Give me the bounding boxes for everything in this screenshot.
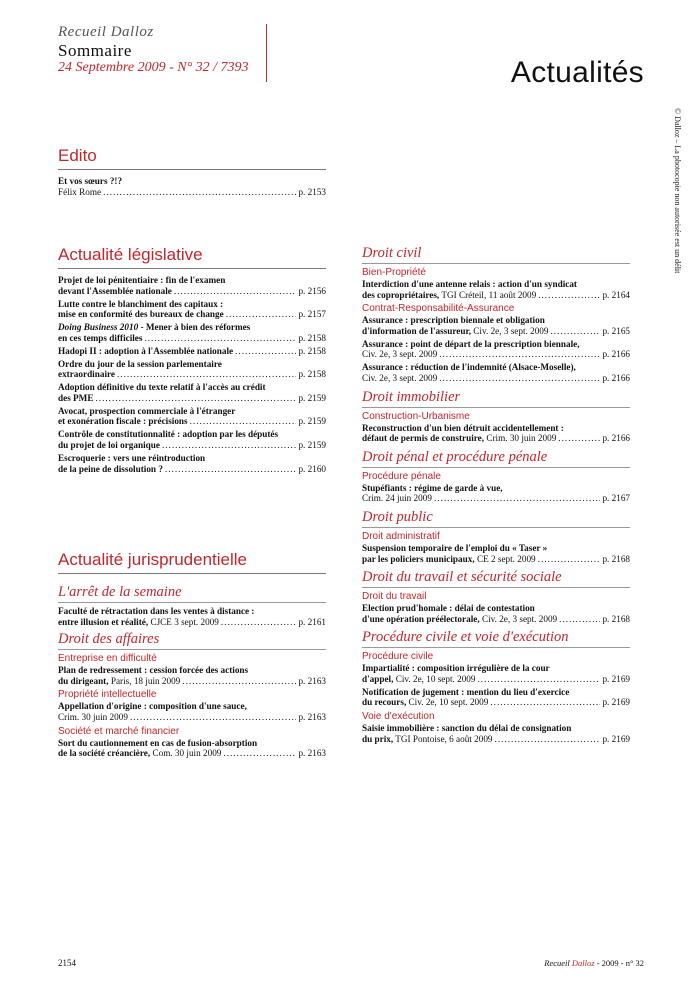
entry-page: p. 2156 bbox=[298, 285, 326, 296]
entry-subject: Hadopi II : adoption à l'Assemblée nationale bbox=[58, 345, 234, 356]
domain-heading: Droit pénal et procédure pénale bbox=[362, 448, 548, 465]
entry-dots bbox=[144, 333, 296, 344]
entry-page: p. 2157 bbox=[298, 309, 326, 320]
entry-title-text: Assurance : réduction de l'indemnité (Alsace-Moselle), bbox=[362, 362, 576, 373]
entry-page: p. 2166 bbox=[602, 372, 630, 383]
copyright-text: © Dalloz – La photocopie non autorisée est un délit bbox=[673, 108, 682, 274]
affaires-list bbox=[58, 653, 326, 759]
entry-row bbox=[58, 676, 326, 687]
publication-name: Recueil Dalloz bbox=[58, 24, 154, 40]
entry-row bbox=[58, 309, 326, 320]
toc-entry[interactable] bbox=[58, 429, 326, 450]
entry-title-text: Impartialité : composition irrégulière de la cour bbox=[362, 663, 550, 674]
entry-row bbox=[58, 464, 326, 475]
entry-subject: d'une opération préélectorale, bbox=[362, 613, 480, 624]
affaires-rule bbox=[58, 649, 326, 650]
entry-title bbox=[362, 543, 630, 554]
subsection-heading: Droit du travail bbox=[362, 591, 427, 603]
entry-subject: du projet de loi organique bbox=[58, 440, 160, 451]
entry-title bbox=[58, 429, 326, 440]
entry-title-text: Adoption définitive du texte relatif à l'accès au crédit bbox=[58, 382, 266, 393]
entry-title bbox=[362, 483, 630, 494]
entry-title-text: Contrôle de constitutionnalité : adoption par les députés bbox=[58, 429, 279, 440]
entry-title bbox=[362, 362, 630, 373]
domain-heading: Droit du travail et sécurité sociale bbox=[362, 569, 562, 586]
entry-page: p. 2168 bbox=[602, 553, 630, 564]
journal-name: Recueil bbox=[544, 958, 570, 968]
entry-dots bbox=[130, 712, 297, 723]
entry-dots bbox=[190, 416, 297, 427]
entry-row bbox=[362, 614, 630, 625]
entry-ref: Crim. 30 juin 2009 bbox=[484, 433, 557, 444]
entry-row bbox=[362, 554, 630, 565]
entry-subject: d'information de l'assureur, bbox=[362, 325, 471, 336]
subsection-heading: Propriété intellectuelle bbox=[58, 689, 157, 701]
entry-line bbox=[362, 554, 536, 565]
entry-line bbox=[58, 286, 172, 297]
entry-line bbox=[362, 493, 432, 504]
entry-title-text: - Mener à bien des réformes bbox=[138, 322, 251, 333]
entry-dots bbox=[434, 493, 601, 504]
entry-ref: Civ. 2e, 10 sept. 2009 bbox=[406, 697, 489, 708]
domain-rule bbox=[362, 647, 630, 648]
entry-page: p. 2158 bbox=[298, 345, 326, 356]
entry-row bbox=[362, 326, 630, 337]
entry-row bbox=[58, 748, 326, 759]
entry-row bbox=[58, 286, 326, 297]
subsection-heading: Bien-Propriété bbox=[362, 267, 426, 278]
domain-heading: Procédure civile et voie d'exécution bbox=[362, 629, 569, 646]
toc-entry[interactable] bbox=[362, 663, 630, 684]
entry-dots bbox=[165, 464, 297, 475]
entry-dots bbox=[495, 734, 601, 745]
affaires-heading: Droit des affaires bbox=[58, 631, 160, 648]
entry-title: Faculté de rétractation dans les ventes à distance : bbox=[58, 606, 255, 616]
entry-subject: des copropriétaires, bbox=[362, 289, 440, 300]
entry-line bbox=[58, 712, 128, 723]
entry-title bbox=[58, 275, 326, 286]
entry-page: p. 2169 bbox=[602, 697, 630, 708]
entry-row bbox=[58, 369, 326, 380]
entry-dots bbox=[490, 697, 600, 708]
subsection-heading: Procédure civile bbox=[362, 651, 434, 663]
arret-rule bbox=[58, 602, 326, 603]
entry-title bbox=[58, 453, 326, 464]
entry-subject: des PME bbox=[58, 392, 94, 403]
entry-page: p. 2168 bbox=[602, 613, 630, 624]
entry-subject: en ces temps difficiles bbox=[58, 332, 143, 343]
entry-dots bbox=[538, 554, 601, 565]
entry-line bbox=[362, 614, 557, 625]
entry-ref: TGI Créteil, 11 août 2009 bbox=[439, 289, 537, 300]
entry-page: p. 2160 bbox=[298, 463, 326, 474]
entry-page: p. 2159 bbox=[298, 416, 326, 427]
domain-rule bbox=[362, 467, 630, 468]
entry-dots bbox=[439, 373, 600, 384]
entry-subject: et exonération fiscale : précisions bbox=[58, 416, 188, 427]
subsection-heading: Construction-Urbanisme bbox=[362, 410, 470, 422]
edito-rule bbox=[58, 169, 326, 170]
entry-row bbox=[58, 346, 326, 357]
entry-title bbox=[58, 359, 326, 370]
toc-entry[interactable] bbox=[362, 687, 630, 708]
entry-line bbox=[58, 676, 180, 687]
jurisprudence-rule bbox=[58, 573, 326, 574]
entry-title bbox=[362, 315, 630, 326]
entry-subject: par les policiers municipaux, bbox=[362, 553, 475, 564]
entry-page: p. 2163 bbox=[298, 748, 326, 759]
entry-ref: TGI Pontoise, 6 août 2009 bbox=[393, 733, 493, 744]
domain-rule bbox=[362, 263, 630, 264]
entry-ref: Com. 30 juin 2009 bbox=[150, 748, 222, 759]
entry-page: p. 2153 bbox=[298, 186, 326, 197]
toc-entry[interactable] bbox=[362, 362, 630, 383]
entry-row bbox=[362, 433, 630, 444]
toc-entry[interactable] bbox=[58, 453, 326, 474]
entry-title-text: Saisie immobilière : sanction du délai de consignation bbox=[362, 723, 572, 734]
entry-subject: devant l'Assemblée nationale bbox=[58, 285, 172, 296]
entry-title-text: Election prud'homale : délai de contestation bbox=[362, 603, 535, 614]
entry-row bbox=[58, 712, 326, 723]
legislative-rule bbox=[58, 268, 326, 269]
entry-page: p. 2158 bbox=[298, 332, 326, 343]
entry-title bbox=[58, 382, 326, 393]
entry-line bbox=[58, 393, 93, 404]
entry-title bbox=[362, 339, 630, 350]
entry-page: p. 2169 bbox=[602, 673, 630, 684]
entry-dots bbox=[439, 349, 600, 360]
entry-ref: Civ. 2e, 10 sept. 2009 bbox=[393, 673, 476, 684]
entry-ref: Civ. 2e, 3 sept. 2009 bbox=[362, 372, 438, 383]
legislative-title: Actualité législative bbox=[58, 245, 203, 264]
entry-row bbox=[362, 674, 630, 685]
toc-entry[interactable] bbox=[58, 275, 326, 296]
entry-row bbox=[58, 333, 326, 344]
entry-dots bbox=[478, 674, 601, 685]
entry-line bbox=[362, 674, 476, 685]
entry-title-text: Sort du cautionnement en cas de fusion-absorption bbox=[58, 737, 258, 748]
toc-entry[interactable] bbox=[362, 603, 630, 624]
entry-title bbox=[58, 406, 326, 417]
entry-row bbox=[362, 373, 630, 384]
entry-title bbox=[362, 723, 630, 734]
entry-title-text: Reconstruction d'un bien détruit accidentellement : bbox=[362, 422, 564, 433]
edito-entry[interactable] bbox=[58, 176, 326, 197]
entry-title: Et vos sœurs ?!? bbox=[58, 176, 123, 186]
entry-ref: CE 2 sept. 2009 bbox=[474, 553, 536, 564]
page-number: 2154 bbox=[58, 958, 76, 968]
toc-entry[interactable] bbox=[58, 322, 326, 343]
toc-entry[interactable] bbox=[362, 483, 630, 504]
entry-title-text: Escroquerie : vers une réintroduction bbox=[58, 453, 206, 464]
entry-subject: mise en conformité des bureaux de change bbox=[58, 309, 224, 320]
entry-dots bbox=[174, 286, 297, 297]
entry-title-text: Lutte contre le blanchiment des capitaux : bbox=[58, 298, 224, 309]
entry-dots bbox=[558, 433, 600, 444]
entry-page: p. 2166 bbox=[602, 349, 630, 360]
entry-page: p. 2159 bbox=[298, 392, 326, 403]
jurisprudence-title: Actualité jurisprudentielle bbox=[58, 550, 247, 569]
entry-title-text: Notification de jugement : mention du lieu d'exercice bbox=[362, 686, 570, 697]
entry-subject: du recours, bbox=[362, 697, 407, 708]
entry-row bbox=[58, 416, 326, 427]
entry-title-text: Avocat, prospection commerciale à l'étranger bbox=[58, 405, 236, 416]
domain-rule bbox=[362, 587, 630, 588]
entry-dots bbox=[95, 393, 296, 404]
entry-line bbox=[58, 416, 188, 427]
entry-ref: Civ. 2e, 3 sept. 2009 bbox=[362, 349, 438, 360]
entry-page: p. 2164 bbox=[602, 289, 630, 300]
entry-page: p. 2166 bbox=[602, 433, 630, 444]
domain-heading: Droit immobilier bbox=[362, 388, 461, 405]
entry-dots bbox=[223, 748, 296, 759]
arret-heading: L'arrêt de la semaine bbox=[58, 584, 182, 600]
legislative-section bbox=[58, 245, 326, 477]
toc-entry[interactable] bbox=[362, 339, 630, 360]
copyright-note bbox=[671, 108, 683, 368]
entry-ref: Crim. 24 juin 2009 bbox=[362, 493, 432, 504]
subsection-heading: Voie d'exécution bbox=[362, 711, 435, 723]
toc-entry[interactable] bbox=[58, 738, 326, 759]
entry-dots bbox=[162, 440, 297, 451]
footer-journal bbox=[544, 958, 644, 968]
entry-page: p. 2163 bbox=[298, 711, 326, 722]
entry-author: Félix Rome bbox=[58, 186, 102, 197]
toc-entry[interactable] bbox=[58, 406, 326, 427]
domain-heading: Droit public bbox=[362, 508, 433, 525]
entry-title-italic: Doing Business 2010 bbox=[58, 322, 139, 333]
entry-title-text: Stupéfiants : régime de garde à vue, bbox=[362, 482, 503, 493]
entry-line bbox=[362, 326, 549, 337]
entry-ref: Civ. 2e, 3 sept. 2009 bbox=[479, 613, 558, 624]
entry-page: p. 2169 bbox=[602, 733, 630, 744]
legislative-list bbox=[58, 275, 326, 474]
entry-title bbox=[362, 603, 630, 614]
entry-line bbox=[58, 346, 233, 357]
entry-page: p. 2161 bbox=[298, 616, 326, 627]
entry-page: p. 2165 bbox=[602, 325, 630, 336]
entry-title bbox=[58, 738, 326, 749]
entry-line bbox=[58, 440, 160, 451]
entry-subject: entre illusion et réalité, bbox=[58, 616, 149, 627]
toc-entry[interactable] bbox=[58, 299, 326, 320]
header-divider bbox=[266, 24, 267, 82]
entry-title-text: Assurance : point de départ de la prescription biennale, bbox=[362, 338, 580, 349]
subsection-heading: Entreprise en difficulté bbox=[58, 653, 157, 665]
right-column bbox=[362, 245, 630, 747]
entry-title bbox=[58, 665, 326, 676]
entry-subject: extraordinaire bbox=[58, 369, 115, 380]
toc-entry[interactable] bbox=[362, 543, 630, 564]
toc-entry[interactable] bbox=[58, 382, 326, 403]
entry-row bbox=[362, 290, 630, 301]
toc-entry[interactable] bbox=[58, 665, 326, 686]
entry-line bbox=[362, 697, 488, 708]
entry-subject: du prix, bbox=[362, 733, 394, 744]
toc-entry[interactable] bbox=[58, 346, 326, 357]
edito-section bbox=[58, 146, 326, 200]
entry-dots bbox=[538, 290, 600, 301]
entry-line bbox=[58, 464, 163, 475]
subsection-heading: Société et marché financier bbox=[58, 725, 180, 737]
toc-entry[interactable] bbox=[362, 723, 630, 744]
entry-row bbox=[58, 393, 326, 404]
entry-title bbox=[58, 299, 326, 310]
entry-dots bbox=[235, 346, 296, 357]
subsection-heading: Contrat-Responsabilité-Assurance bbox=[362, 303, 515, 315]
entry-dots bbox=[117, 369, 296, 380]
entry-title-text: Suspension temporaire de l'emploi du « Taser » bbox=[362, 542, 548, 553]
entry-subject: de la société créancière, bbox=[58, 748, 151, 759]
entry-row bbox=[362, 349, 630, 360]
domain-rule bbox=[362, 407, 630, 408]
entry-dots bbox=[559, 614, 600, 625]
journal-name-red: Dalloz bbox=[571, 958, 595, 968]
entry-ref: Civ. 2e, 3 sept. 2009 bbox=[471, 325, 549, 336]
toc-entry[interactable] bbox=[58, 701, 326, 722]
entry-title bbox=[362, 423, 630, 434]
entry-title-text: Interdiction d'une antenne relais : action d'un syndicat bbox=[362, 279, 577, 289]
entry-dots bbox=[226, 309, 297, 320]
arret-entry[interactable] bbox=[58, 606, 326, 627]
entry-line bbox=[58, 369, 115, 380]
entry-dots bbox=[182, 676, 296, 687]
toc-entry[interactable] bbox=[58, 359, 326, 380]
entry-page: p. 2159 bbox=[298, 440, 326, 451]
entry-title-text: Ordre du jour de la session parlementaire bbox=[58, 358, 222, 369]
toc-entry[interactable] bbox=[362, 423, 630, 444]
entry-title bbox=[362, 663, 630, 674]
entry-row bbox=[362, 697, 630, 708]
entry-page: p. 2158 bbox=[298, 369, 326, 380]
entry-ref: Paris, 18 juin 2009 bbox=[108, 675, 181, 686]
entry-title-text: Assurance : prescription biennale et obligation bbox=[362, 315, 545, 326]
entry-page: p. 2167 bbox=[602, 493, 630, 504]
entry-row bbox=[362, 734, 630, 745]
entry-ref: Crim. 30 juin 2009 bbox=[58, 711, 128, 722]
subsection-heading: Procédure pénale bbox=[362, 470, 441, 482]
entry-title bbox=[362, 279, 630, 290]
entry-title bbox=[58, 701, 326, 712]
entry-line bbox=[362, 373, 437, 384]
entry-ref: CJCE 3 sept. 2009 bbox=[148, 616, 219, 627]
toc-entry[interactable] bbox=[362, 315, 630, 336]
entry-line bbox=[362, 734, 493, 745]
domain-rule bbox=[362, 527, 630, 528]
entry-subject: du dirigeant, bbox=[58, 675, 109, 686]
entry-page: p. 2163 bbox=[298, 675, 326, 686]
entry-dots bbox=[551, 326, 601, 337]
edito-title: Edito bbox=[58, 146, 97, 165]
journal-issue: - 2009 - n° 32 bbox=[594, 958, 644, 968]
entry-title bbox=[58, 322, 326, 333]
jurisprudence-section bbox=[58, 550, 326, 761]
toc-entry[interactable] bbox=[362, 279, 630, 300]
entry-subject: d'appel, bbox=[362, 673, 394, 684]
issue-date: 24 Septembre 2009 - N° 32 / 7393 bbox=[58, 60, 249, 75]
entry-title-text: Projet de loi pénitentiaire : fin de l'examen bbox=[58, 275, 226, 285]
entry-subject: défaut de permis de construire, bbox=[362, 433, 485, 444]
entry-row bbox=[362, 493, 630, 504]
domain-heading: Droit civil bbox=[362, 245, 422, 261]
entry-line bbox=[58, 309, 224, 320]
subsection-heading: Droit administratif bbox=[362, 530, 440, 542]
entry-line bbox=[58, 748, 221, 759]
entry-row bbox=[58, 440, 326, 451]
entry-subject: de la peine de dissolution ? bbox=[58, 463, 163, 474]
entry-title-text: Appellation d'origine : composition d'une sauce, bbox=[58, 701, 247, 712]
entry-line bbox=[58, 333, 142, 344]
entry-title-text: Plan de redressement : cession forcée des actions bbox=[58, 665, 249, 676]
entry-line bbox=[362, 349, 437, 360]
section-title: Actualités bbox=[510, 56, 644, 89]
entry-line bbox=[362, 433, 556, 444]
entry-line bbox=[362, 290, 536, 301]
entry-title bbox=[362, 687, 630, 698]
sommaire-label: Sommaire bbox=[58, 41, 132, 60]
